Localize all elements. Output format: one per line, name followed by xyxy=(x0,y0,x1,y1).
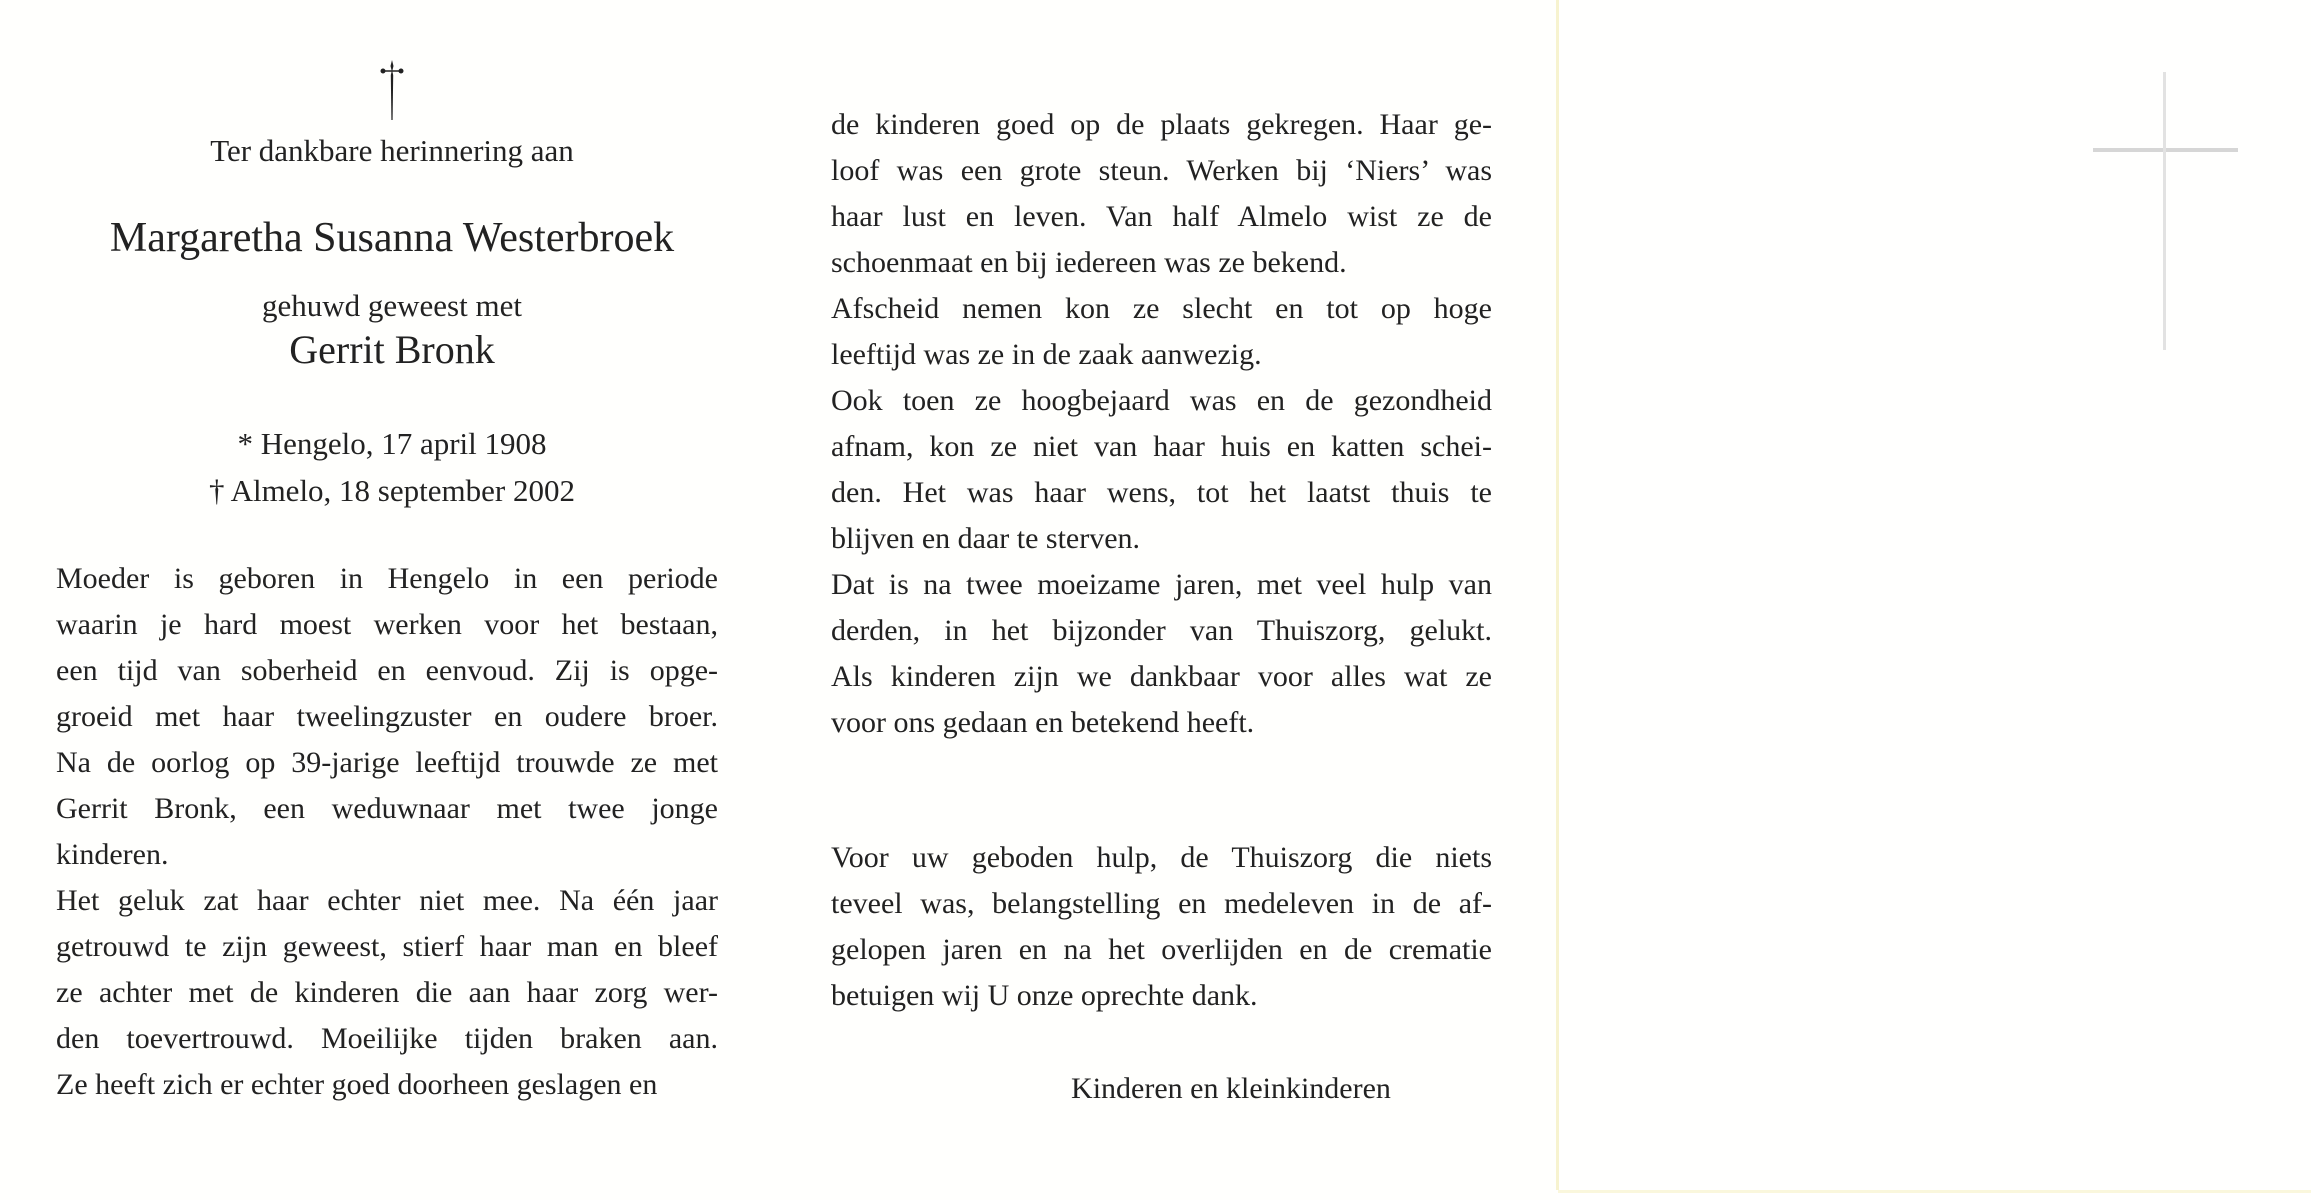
fold-line xyxy=(1556,0,1559,1190)
death-date: † Almelo, 18 september 2002 xyxy=(209,473,575,508)
text-line: teveel was, belangstelling en medeleven in de af- xyxy=(831,887,1492,920)
text-line: den. Het was haar wens, tot het laatst thuis te xyxy=(831,476,1492,509)
text-line: waarin je hard moest werken voor het bestaan, xyxy=(56,608,718,641)
text-line: haar lust en leven. Van half Almelo wist ze de xyxy=(831,200,1492,233)
text-line: een tijd van soberheid en eenvoud. Zij is opge- xyxy=(56,654,718,687)
birth-date: * Hengelo, 17 april 1908 xyxy=(237,426,547,461)
text-line: kinderen. xyxy=(56,838,169,871)
card-edge xyxy=(1558,1190,2311,1193)
spouse-name: Gerrit Bronk xyxy=(289,327,495,372)
text-line: Moeder is geboren in Hengelo in een periode xyxy=(56,562,718,595)
intro-text: Ter dankbare herinnering aan xyxy=(210,133,574,168)
text-line: getrouwd te zijn geweest, stierf haar man en bleef xyxy=(56,930,718,963)
text-line: afnam, kon ze niet van haar huis en katten schei- xyxy=(831,430,1492,463)
text-line: voor ons gedaan en betekend heeft. xyxy=(831,706,1255,739)
text-line: Na de oorlog op 39-jarige leeftijd trouwde ze met xyxy=(56,746,718,779)
text-line: groeid met haar tweelingzuster en oudere broer. xyxy=(56,700,718,733)
text-line: Ze heeft zich er echter goed doorheen geslagen en xyxy=(56,1068,658,1101)
text-line: Als kinderen zijn we dankbaar voor alles wat ze xyxy=(831,660,1492,693)
text-line: Het geluk zat haar echter niet mee. Na één jaar xyxy=(56,884,718,917)
text-line: schoenmaat en bij iedereen was ze bekend. xyxy=(831,246,1347,279)
married-text: gehuwd geweest met xyxy=(262,288,522,323)
text-line: Afscheid nemen kon ze slecht en tot op hoge xyxy=(831,292,1492,325)
text-line: de kinderen goed op de plaats gekregen. Haar ge- xyxy=(831,108,1492,141)
text-line: Ook toen ze hoogbejaard was en de gezondheid xyxy=(831,384,1492,417)
text-line: Dat is na twee moeizame jaren, met veel hulp van xyxy=(831,568,1492,601)
text-line: ze achter met de kinderen die aan haar zorg wer- xyxy=(56,976,718,1009)
text-line: betuigen wij U onze oprechte dank. xyxy=(831,979,1258,1012)
text-line: derden, in het bijzonder van Thuiszorg, gelukt. xyxy=(831,614,1492,647)
text-line: leeftijd was ze in de zaak aanwezig. xyxy=(831,338,1262,371)
text-line: blijven en daar te sterven. xyxy=(831,522,1141,555)
text-line: gelopen jaren en na het overlijden en de crematie xyxy=(831,933,1492,966)
signature: Kinderen en kleinkinderen xyxy=(1071,1072,1391,1105)
text-line: loof was een grote steun. Werken bij ‘Niers’ was xyxy=(831,154,1492,187)
deceased-name: Margaretha Susanna Westerbroek xyxy=(109,215,675,261)
text-line: den toevertrouwd. Moeilijke tijden braken aan. xyxy=(56,1022,718,1055)
text-line: Voor uw geboden hulp, de Thuiszorg die niets xyxy=(831,841,1492,874)
cross-icon xyxy=(378,58,406,122)
watermark-cross-icon xyxy=(2093,72,2238,350)
text-line: Gerrit Bronk, een weduwnaar met twee jonge xyxy=(56,792,718,825)
